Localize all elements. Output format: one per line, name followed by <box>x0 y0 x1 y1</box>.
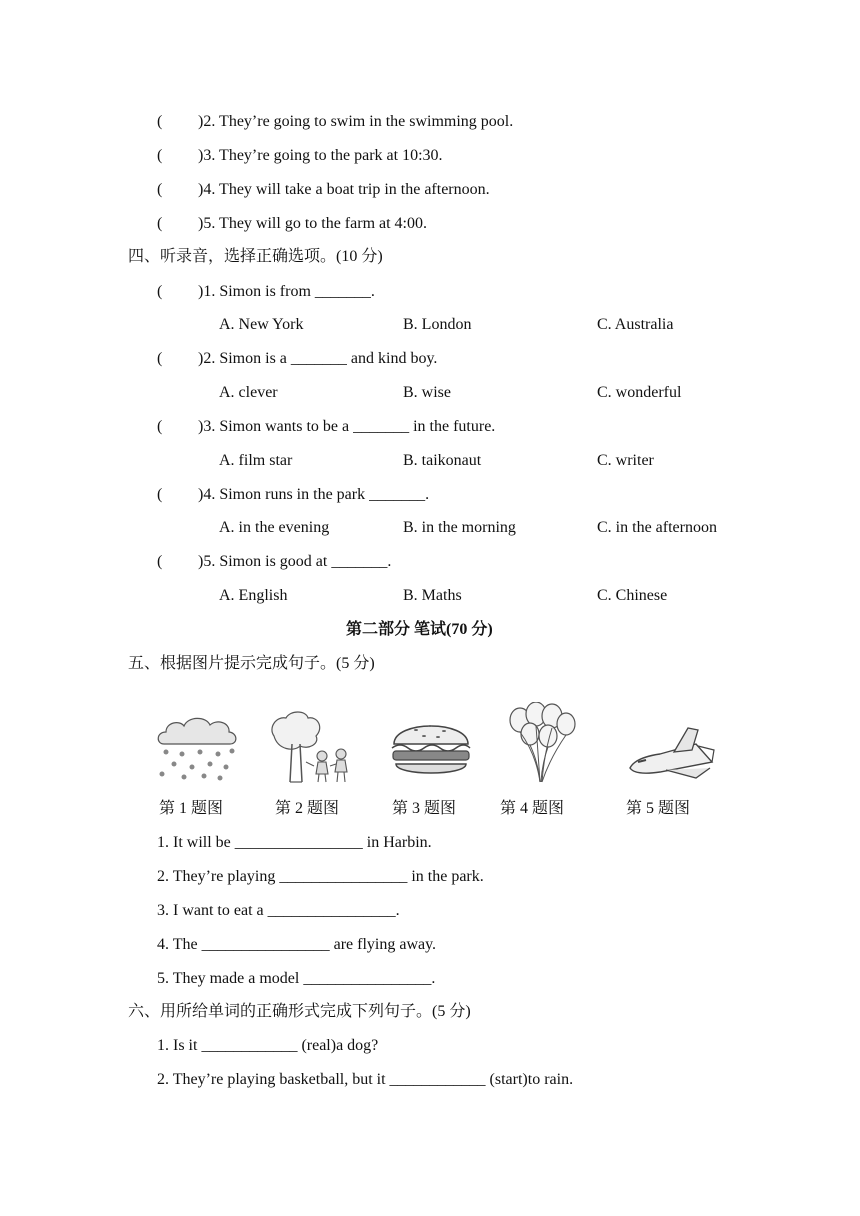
option-b[interactable]: B. in the morning <box>403 519 516 536</box>
option-b[interactable]: B. London <box>403 316 472 333</box>
option-a[interactable]: A. film star <box>219 452 293 469</box>
question-text: )2. Simon is a _______ and kind boy. <box>198 350 438 367</box>
space-shuttle-icon <box>626 722 718 782</box>
option-a[interactable]: A. English <box>219 587 288 604</box>
option-b[interactable]: B. wise <box>403 384 451 401</box>
option-a[interactable]: A. New York <box>219 316 304 333</box>
answer-bracket[interactable]: ( <box>157 486 163 503</box>
answer-bracket[interactable]: ( <box>157 215 163 232</box>
answer-bracket[interactable]: ( <box>157 553 163 570</box>
section3-item-5: )5. They will go to the farm at 4:00. <box>198 215 427 232</box>
option-b[interactable]: B. taikonaut <box>403 452 482 469</box>
fill-sentence-3[interactable]: 3. I want to eat a ________________. <box>157 902 400 919</box>
option-c[interactable]: C. in the afternoon <box>597 519 717 536</box>
section3-item-3: )3. They’re going to the park at 10:30. <box>198 147 443 164</box>
question-text: )1. Simon is from _______. <box>198 283 375 300</box>
section3-item-4: )4. They will take a boat trip in the afternoon. <box>198 181 490 198</box>
answer-bracket[interactable]: ( <box>157 181 163 198</box>
question-text: )4. Simon runs in the park _______. <box>198 486 430 503</box>
section6-title: 六、用所给单词的正确形式完成下列句子。(5 分) <box>128 1003 471 1020</box>
option-c[interactable]: C. Chinese <box>597 587 668 604</box>
fill-sentence-5[interactable]: 5. They made a model ________________. <box>157 970 436 987</box>
fill-sentence-1[interactable]: 1. It will be ________________ in Harbin. <box>157 834 432 851</box>
fill-sentence-2[interactable]: 2. They’re playing ________________ in the park. <box>157 868 484 885</box>
option-c[interactable]: C. wonderful <box>597 384 682 401</box>
fill-sentence-6-2[interactable]: 2. They’re playing basketball, but it ____________ (start)to rain. <box>157 1071 574 1088</box>
answer-bracket[interactable]: ( <box>157 418 163 435</box>
option-c[interactable]: C. Australia <box>597 316 674 333</box>
picture-caption-3: 第 3 题图 <box>392 800 457 817</box>
answer-bracket[interactable]: ( <box>157 283 163 300</box>
picture-caption-5: 第 5 题图 <box>626 800 691 817</box>
hamburger-icon <box>388 714 474 780</box>
answer-bracket[interactable]: ( <box>157 350 163 367</box>
snow-cloud-icon <box>154 712 240 782</box>
section3-item-2: )2. They’re going to swim in the swimming pool. <box>198 113 514 130</box>
option-c[interactable]: C. writer <box>597 452 654 469</box>
part2-title: 第二部分 笔试(70 分) <box>346 621 493 638</box>
picture-caption-4: 第 4 题图 <box>500 800 565 817</box>
option-a[interactable]: A. in the evening <box>219 519 330 536</box>
option-b[interactable]: B. Maths <box>403 587 462 604</box>
option-a[interactable]: A. clever <box>219 384 278 401</box>
question-text: )3. Simon wants to be a _______ in the future. <box>198 418 496 435</box>
tree-children-icon <box>266 710 356 784</box>
answer-bracket[interactable]: ( <box>157 147 163 164</box>
balloons-icon <box>506 702 578 784</box>
section5-title: 五、根据图片提示完成句子。(5 分) <box>128 655 375 672</box>
section4-title: 四、听录音，选择正确选项。(10 分) <box>128 248 383 265</box>
question-text: )5. Simon is good at _______. <box>198 553 392 570</box>
fill-sentence-6-1[interactable]: 1. Is it ____________ (real)a dog? <box>157 1037 379 1054</box>
picture-caption-1: 第 1 题图 <box>159 800 224 817</box>
picture-caption-2: 第 2 题图 <box>275 800 340 817</box>
fill-sentence-4[interactable]: 4. The ________________ are flying away. <box>157 936 437 953</box>
answer-bracket[interactable]: ( <box>157 113 163 130</box>
